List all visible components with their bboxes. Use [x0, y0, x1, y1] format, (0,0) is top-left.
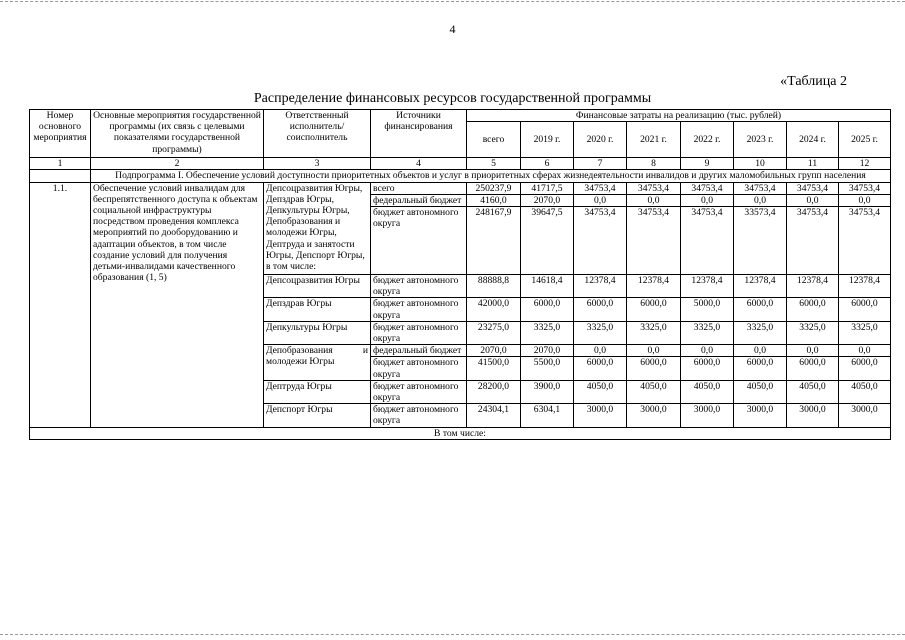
column-number: 5 [467, 158, 521, 170]
value-cell: 12378,4 [839, 275, 891, 298]
value-cell: 5000,0 [681, 298, 734, 321]
value-cell: 0,0 [787, 345, 839, 357]
header-row-1 [30, 110, 891, 122]
value-cell: 3000,0 [787, 404, 839, 427]
header-costs: Финансовые затраты на реализацию (тыс. рублей) [467, 110, 891, 122]
value-cell: 6000,0 [734, 298, 787, 321]
value-cell: 12378,4 [627, 275, 681, 298]
value-cell: 6000,0 [627, 298, 681, 321]
executor-cell: Депздрав Югры [264, 298, 371, 321]
value-cell: 248167,9 [467, 207, 521, 275]
column-number: 10 [734, 158, 787, 170]
value-cell: 3325,0 [627, 321, 681, 344]
value-cell: 3325,0 [787, 321, 839, 344]
value-cell: 3900,0 [521, 380, 574, 403]
column-number: 7 [574, 158, 627, 170]
value-cell: 6000,0 [574, 357, 627, 380]
value-cell: 3000,0 [574, 404, 627, 427]
value-cell: 250237,9 [467, 182, 521, 194]
value-cell: 0,0 [839, 345, 891, 357]
column-number: 9 [681, 158, 734, 170]
source-cell: бюджет автономного округа [371, 275, 467, 298]
value-cell: 34753,4 [787, 207, 839, 275]
source-cell: бюджет автономного округа [371, 207, 467, 275]
header-year: 2025 г. [839, 122, 891, 158]
value-cell: 0,0 [734, 194, 787, 206]
page-number: 4 [449, 22, 456, 36]
header-num: Номер основного мероприятия [30, 110, 91, 158]
value-cell: 3000,0 [839, 404, 891, 427]
source-cell: федеральный бюджет [371, 194, 467, 206]
value-cell: 0,0 [574, 345, 627, 357]
column-number: 11 [787, 158, 839, 170]
value-cell: 34753,4 [574, 182, 627, 194]
value-cell: 14618,4 [521, 275, 574, 298]
value-cell: 6000,0 [839, 298, 891, 321]
header-year: 2024 г. [787, 122, 839, 158]
source-cell: всего [371, 182, 467, 194]
value-cell: 6000,0 [681, 357, 734, 380]
executor-main: Депсоцразвития Югры, Депздрав Югры, Депкультуры Югры, Депобразования и молодежи Югры, Дептруда и занятости Югры, Депспорт Югры, в том числе: [264, 182, 371, 274]
value-cell: 2070,0 [467, 345, 521, 357]
value-cell: 12378,4 [681, 275, 734, 298]
header-year: 2022 г. [681, 122, 734, 158]
value-cell: 12378,4 [787, 275, 839, 298]
value-cell: 34753,4 [839, 182, 891, 194]
value-cell: 6304,1 [521, 404, 574, 427]
value-cell: 0,0 [627, 194, 681, 206]
header-year: 2020 г. [574, 122, 627, 158]
value-cell: 34753,4 [681, 182, 734, 194]
finance-table [29, 109, 891, 440]
column-number-row [30, 158, 891, 170]
executor-cell: Депкультуры Югры [264, 321, 371, 344]
value-cell: 88888,8 [467, 275, 521, 298]
executor-cell: Депобразования и молодежи Югры [264, 345, 371, 381]
value-cell: 0,0 [627, 345, 681, 357]
value-cell: 34753,4 [681, 207, 734, 275]
executor-cell: Депспорт Югры [264, 404, 371, 427]
value-cell: 42000,0 [467, 298, 521, 321]
bottom-edge [0, 634, 905, 636]
value-cell: 4050,0 [787, 380, 839, 403]
value-cell: 34753,4 [734, 182, 787, 194]
value-cell: 0,0 [681, 345, 734, 357]
value-cell: 4160,0 [467, 194, 521, 206]
value-cell: 4050,0 [574, 380, 627, 403]
source-cell: бюджет автономного округа [371, 357, 467, 380]
value-cell: 3000,0 [627, 404, 681, 427]
footer-row [30, 427, 891, 439]
column-number: 8 [627, 158, 681, 170]
subprogram-title: Подпрограмма I. Обеспечение условий доступности приоритетных объектов и услуг в приоритетных сферах жизнедеятельности инвалидов и других маломобильных групп населения [91, 170, 891, 182]
top-edge [0, 1, 905, 3]
executor-cell: Дептруда Югры [264, 380, 371, 403]
value-cell: 0,0 [574, 194, 627, 206]
column-number: 12 [839, 158, 891, 170]
source-cell: бюджет автономного округа [371, 298, 467, 321]
value-cell: 34753,4 [787, 182, 839, 194]
value-cell: 0,0 [734, 345, 787, 357]
value-cell: 6000,0 [734, 357, 787, 380]
value-cell: 6000,0 [787, 357, 839, 380]
value-cell: 34753,4 [627, 182, 681, 194]
value-cell: 0,0 [839, 194, 891, 206]
activity-text: Обеспечение условий инвалидам для беспрепятственного доступа к объектам социальной инфраструктуры посредством проведения комплекса мероприятий по дооборудованию и адаптации объектов, в том числе создание условий для получения детьми-инвалидами качественного образования (1, 5) [91, 182, 264, 427]
value-cell: 2070,0 [521, 194, 574, 206]
table-tag: «Таблица 2 [780, 74, 847, 89]
activity-number: 1.1. [30, 182, 91, 427]
header-year: 2023 г. [734, 122, 787, 158]
value-cell: 3000,0 [681, 404, 734, 427]
value-cell: 28200,0 [467, 380, 521, 403]
value-cell: 3000,0 [734, 404, 787, 427]
executor-cell: Депсоцразвития Югры [264, 275, 371, 298]
column-number: 6 [521, 158, 574, 170]
value-cell: 12378,4 [734, 275, 787, 298]
table-row [30, 182, 891, 194]
source-cell: бюджет автономного округа [371, 380, 467, 403]
header-activity: Основные мероприятия государственной программы (их связь с целевыми показателями государственной программы) [91, 110, 264, 158]
value-cell: 23275,0 [467, 321, 521, 344]
value-cell: 6000,0 [521, 298, 574, 321]
value-cell: 3325,0 [839, 321, 891, 344]
document-title: Распределение финансовых ресурсов государственной программы [253, 91, 652, 106]
value-cell: 34753,4 [627, 207, 681, 275]
footer-text: В том числе: [30, 427, 891, 439]
column-number: 2 [91, 158, 264, 170]
value-cell: 34753,4 [839, 207, 891, 275]
value-cell: 0,0 [681, 194, 734, 206]
value-cell: 33573,4 [734, 207, 787, 275]
value-cell: 3325,0 [574, 321, 627, 344]
header-year: 2019 г. [521, 122, 574, 158]
value-cell: 2070,0 [521, 345, 574, 357]
value-cell: 3325,0 [681, 321, 734, 344]
value-cell: 24304,1 [467, 404, 521, 427]
header-source: Источники финансирования [371, 110, 467, 158]
header-total: всего [467, 122, 521, 158]
column-number: 4 [371, 158, 467, 170]
value-cell: 5500,0 [521, 357, 574, 380]
header-year: 2021 г. [627, 122, 681, 158]
value-cell: 6000,0 [627, 357, 681, 380]
column-number: 3 [264, 158, 371, 170]
value-cell: 3325,0 [521, 321, 574, 344]
header-executor: Ответственный исполнитель/ соисполнитель [264, 110, 371, 158]
value-cell: 3325,0 [734, 321, 787, 344]
value-cell: 6000,0 [839, 357, 891, 380]
value-cell: 4050,0 [681, 380, 734, 403]
value-cell: 6000,0 [787, 298, 839, 321]
value-cell: 4050,0 [627, 380, 681, 403]
subprogram-row [30, 170, 891, 182]
source-cell: бюджет автономного округа [371, 321, 467, 344]
value-cell: 0,0 [787, 194, 839, 206]
value-cell: 39647,5 [521, 207, 574, 275]
value-cell: 34753,4 [574, 207, 627, 275]
value-cell: 41717,5 [521, 182, 574, 194]
column-number: 1 [30, 158, 91, 170]
source-cell: бюджет автономного округа [371, 404, 467, 427]
value-cell: 6000,0 [574, 298, 627, 321]
value-cell: 41500,0 [467, 357, 521, 380]
value-cell: 12378,4 [574, 275, 627, 298]
value-cell: 4050,0 [734, 380, 787, 403]
source-cell: федеральный бюджет [371, 345, 467, 357]
value-cell: 4050,0 [839, 380, 891, 403]
